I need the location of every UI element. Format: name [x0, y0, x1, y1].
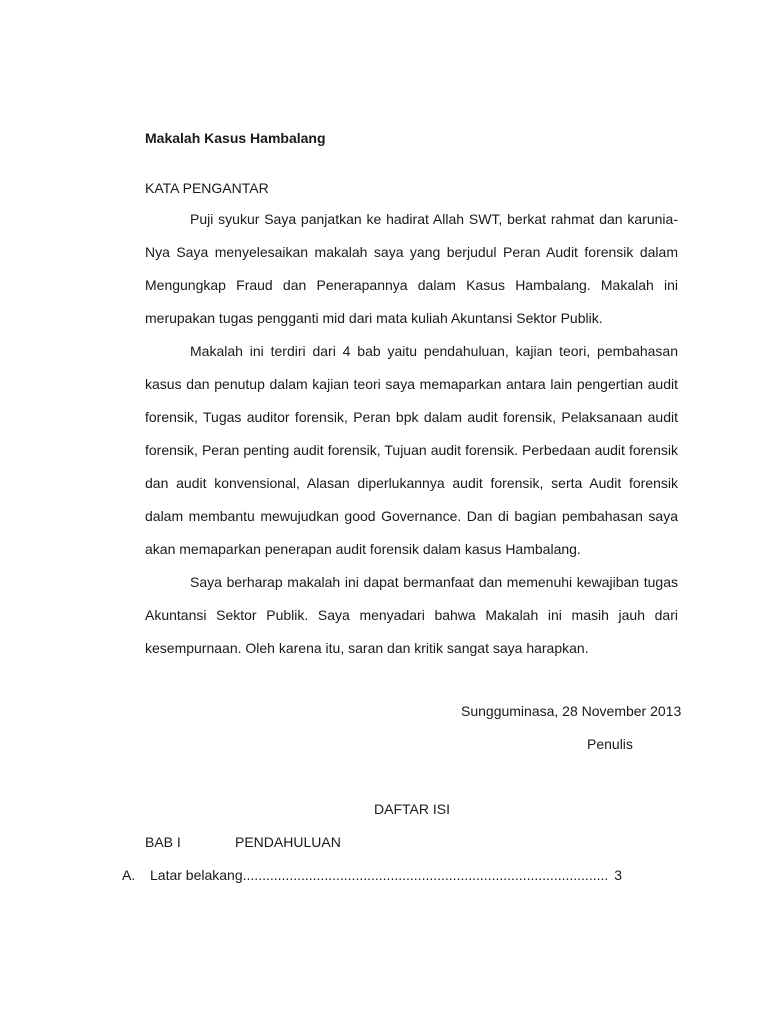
document-title: Makalah Kasus Hambalang — [145, 130, 326, 146]
toc-chapter-number: BAB I — [145, 834, 181, 850]
signoff-author: Penulis — [587, 736, 633, 752]
toc-entry-page: 3 — [614, 867, 622, 883]
section-heading-kata-pengantar: KATA PENGANTAR — [145, 180, 269, 196]
toc-entry-leader: .............................................................................................. — [242, 867, 609, 883]
foreword-paragraph-1: Puji syukur Saya panjatkan ke hadirat Allah SWT, berkat rahmat dan karunia-Nya Saya menyelesaikan makalah saya yang berjudul Peran Audit forensik dalam Mengungkap Fraud dan Penerapannya dalam Kasus Hambalang. Makalah ini merupakan tugas pengganti mid dari mata kuliah Akuntansi Sektor Publik. — [145, 211, 678, 326]
foreword-paragraph-3: Saya berharap makalah ini dapat bermanfaat dan memenuhi kewajiban tugas Akuntansi Sektor Publik. Saya menyadari bahwa Makalah ini masih jauh dari kesempurnaan. Oleh karena itu, saran dan kritik sangat saya harapkan. — [145, 574, 678, 656]
foreword-paragraph-2: Makalah ini terdiri dari 4 bab yaitu pendahuluan, kajian teori, pembahasan kasus dan penutup dalam kajian teori saya memaparkan antara lain pengertian audit forensik, Tugas auditor forensik, Peran bpk dalam audit forensik, Pelaksanaan audit forensik, Peran penting audit forensik, Tujuan audit forensik. Perbedaan audit forensik dan audit konvensional, Alasan diperlukannya audit forensik, serta Audit forensik dalam membantu mewujudkan good Governance. Dan di bagian pembahasan saya akan memaparkan penerapan audit forensik dalam kasus Hambalang. — [145, 343, 678, 557]
toc-entry-letter: A. — [122, 867, 136, 883]
toc-entry-label: Latar belakang — [150, 867, 243, 883]
foreword-body — [145, 203, 678, 665]
toc-title: DAFTAR ISI — [374, 801, 450, 817]
toc-entry — [122, 867, 622, 883]
toc-chapter-title: PENDAHULUAN — [235, 834, 341, 850]
signoff-place-date: Sungguminasa, 28 November 2013 — [461, 703, 682, 719]
